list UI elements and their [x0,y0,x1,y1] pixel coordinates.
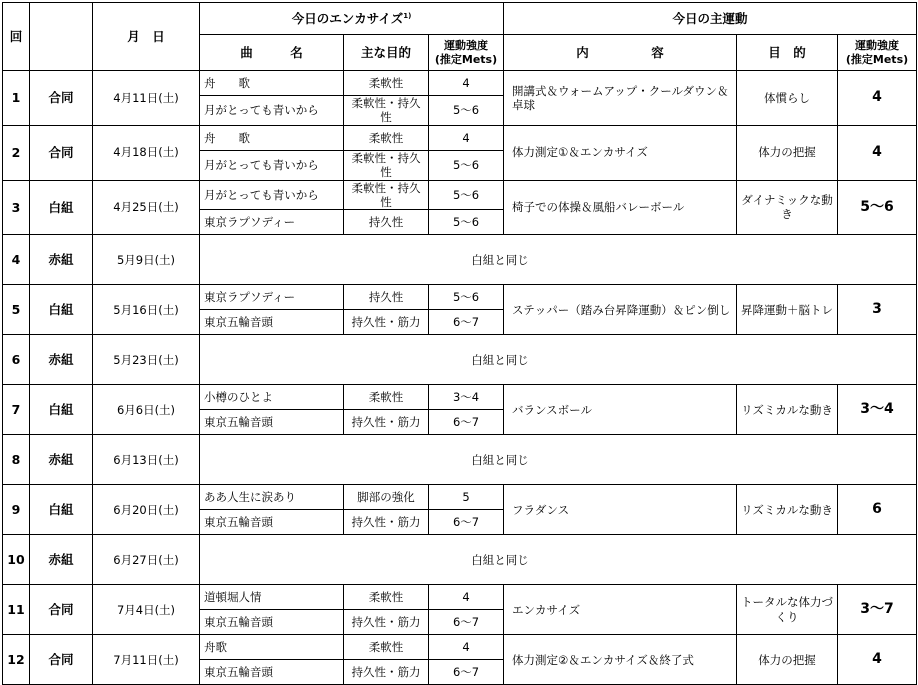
main-objective: 昇降運動＋脳トレ [737,285,838,335]
main-intensity: 4 [838,125,917,180]
row-number: 7 [3,385,30,435]
song-purpose: 柔軟性 [344,385,429,410]
row-group: 合同 [30,125,93,180]
song-mets: 5 [429,485,504,510]
song-mets: 4 [429,125,504,150]
row-group: 合同 [30,585,93,635]
row-same-as: 白組と同じ [200,235,917,285]
song-name: 東京ラプソディー [200,285,344,310]
row-number: 10 [3,535,30,585]
main-content: ステッパー（踏み台昇降運動）＆ピン倒し [504,285,737,335]
row-number: 8 [3,435,30,485]
table-row [3,585,917,610]
row-group: 合同 [30,635,93,685]
row-group: 白組 [30,385,93,435]
row-group: 赤組 [30,235,93,285]
row-number: 12 [3,635,30,685]
row-number: 1 [3,71,30,126]
row-number: 2 [3,125,30,180]
row-date: 4月18日(土) [93,125,200,180]
row-same-as: 白組と同じ [200,335,917,385]
header-purpose: 主な目的 [344,35,429,71]
row-group: 白組 [30,285,93,335]
song-name: 月がとっても青いから [200,150,344,180]
main-objective: リズミカルな動き [737,385,838,435]
table-row [3,335,917,385]
header-kai: 回 [3,3,30,71]
row-number: 5 [3,285,30,335]
row-group: 白組 [30,180,93,235]
song-purpose: 柔軟性・持久性 [344,180,429,210]
main-intensity: 6 [838,485,917,535]
header-group-blank [30,3,93,71]
song-purpose: 柔軟性 [344,635,429,660]
schedule-table [2,2,917,685]
row-same-as: 白組と同じ [200,535,917,585]
main-intensity: 4 [838,71,917,126]
song-purpose: 持久性・筋力 [344,660,429,685]
row-date: 4月11日(土) [93,71,200,126]
main-intensity: 3 [838,285,917,335]
table-row [3,235,917,285]
song-name: 道頓堀人情 [200,585,344,610]
song-purpose: 持久性 [344,285,429,310]
main-objective: リズミカルな動き [737,485,838,535]
main-content: 開講式＆ウォームアップ・クールダウン＆卓球 [504,71,737,126]
row-group: 赤組 [30,435,93,485]
main-intensity: 3～7 [838,585,917,635]
row-date: 6月6日(土) [93,385,200,435]
main-content: フラダンス [504,485,737,535]
song-mets: 6～7 [429,660,504,685]
row-group: 赤組 [30,535,93,585]
song-purpose: 持久性 [344,210,429,235]
main-intensity: 3～4 [838,385,917,435]
schedule-body [3,71,917,685]
row-group: 赤組 [30,335,93,385]
header-song: 曲 名 [200,35,344,71]
song-mets: 5～6 [429,210,504,235]
song-mets: 6～7 [429,310,504,335]
header-main-group: 今日の主運動 [504,3,917,35]
main-content: 体力測定②＆エンカサイズ＆終了式 [504,635,737,685]
song-name: 東京五輪音頭 [200,610,344,635]
song-name: 東京ラプソディー [200,210,344,235]
table-row [3,435,917,485]
header-date: 月 日 [93,3,200,71]
table-row [3,125,917,150]
main-objective: 体慣らし [737,71,838,126]
header-intensity: 運動強度 (推定Mets) [429,35,504,71]
song-name: 東京五輪音頭 [200,410,344,435]
row-date: 5月23日(土) [93,335,200,385]
table-row [3,635,917,660]
song-name: 東京五輪音頭 [200,310,344,335]
header-objective: 目 的 [737,35,838,71]
row-date: 7月4日(土) [93,585,200,635]
song-purpose: 持久性・筋力 [344,410,429,435]
row-date: 6月13日(土) [93,435,200,485]
song-purpose: 持久性・筋力 [344,610,429,635]
song-name: 月がとっても青いから [200,180,344,210]
row-number: 11 [3,585,30,635]
table-row [3,385,917,410]
row-date: 7月11日(土) [93,635,200,685]
header-enka-title: 今日のエンカサイズ [291,10,404,26]
header-enka-group [200,3,504,35]
song-name: 東京五輪音頭 [200,510,344,535]
main-content: バランスボール [504,385,737,435]
song-purpose: 持久性・筋力 [344,310,429,335]
song-name: 舟 歌 [200,71,344,96]
row-same-as: 白組と同じ [200,435,917,485]
song-mets: 5～6 [429,180,504,210]
song-mets: 4 [429,585,504,610]
row-date: 5月16日(土) [93,285,200,335]
song-mets: 3～4 [429,385,504,410]
row-group: 合同 [30,71,93,126]
song-name: 舟 歌 [200,125,344,150]
row-group: 白組 [30,485,93,535]
song-purpose: 柔軟性 [344,71,429,96]
song-mets: 6～7 [429,410,504,435]
main-objective: 体力の把握 [737,125,838,180]
row-number: 3 [3,180,30,235]
song-mets: 5～6 [429,285,504,310]
song-name: 舟歌 [200,635,344,660]
row-date: 4月25日(土) [93,180,200,235]
header-content: 内 容 [504,35,737,71]
table-row [3,71,917,96]
song-purpose: 柔軟性 [344,585,429,610]
song-mets: 6～7 [429,510,504,535]
main-content: 椅子での体操＆風船バレーボール [504,180,737,235]
table-row [3,535,917,585]
main-content: 体力測定①＆エンカサイズ [504,125,737,180]
song-purpose: 持久性・筋力 [344,510,429,535]
song-name: 月がとっても青いから [200,96,344,126]
main-objective: ダイナミックな動き [737,180,838,235]
song-mets: 6～7 [429,610,504,635]
song-purpose: 柔軟性・持久性 [344,150,429,180]
song-mets: 5～6 [429,96,504,126]
song-name: 小樽のひとよ [200,385,344,410]
song-name: 東京五輪音頭 [200,660,344,685]
song-purpose: 脚部の強化 [344,485,429,510]
row-number: 9 [3,485,30,535]
main-objective: 体力の把握 [737,635,838,685]
header-intensity-main: 運動強度 (推定Mets) [838,35,917,71]
main-objective: トータルな体力づくり [737,585,838,635]
main-content: エンカサイズ [504,585,737,635]
row-number: 6 [3,335,30,385]
row-date: 6月20日(土) [93,485,200,535]
song-mets: 4 [429,635,504,660]
row-date: 6月27日(土) [93,535,200,585]
song-mets: 5～6 [429,150,504,180]
song-purpose: 柔軟性 [344,125,429,150]
main-intensity: 5～6 [838,180,917,235]
table-row [3,180,917,210]
row-number: 4 [3,235,30,285]
song-mets: 4 [429,71,504,96]
song-purpose: 柔軟性・持久性 [344,96,429,126]
table-row [3,485,917,510]
main-intensity: 4 [838,635,917,685]
table-row [3,285,917,310]
row-date: 5月9日(土) [93,235,200,285]
song-name: ああ人生に涙あり [200,485,344,510]
header-enka-footnote: 1) [403,11,412,20]
